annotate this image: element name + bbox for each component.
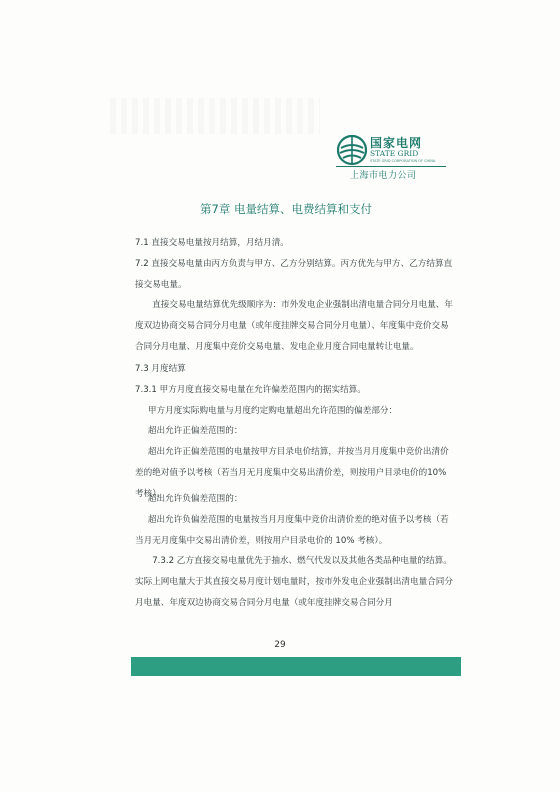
paragraph-positive-body: 超出允许正偏差范围的电量按甲方目录电价结算，并按当月月度集中竞价出清价差的绝对值予以考核（若当月无月度集中交易出清价差，则按用户目录电价的10% 考核）。: [135, 447, 449, 499]
footer-bar: [131, 657, 461, 676]
paragraph-7-3-2: 7.3.2 乙方直接交易电量优先于抽水、燃气代发以及其他各类品种电量的结算。实际上网电量大于其直接交易月度计划电量时，按市外发电企业强制出清电量合同分月电量、年度双边协商交易合同分月电量（或年度挂牌交易合同分月: [135, 556, 453, 608]
paragraph-positive-heading: 超出允许正偏差范围的：: [147, 426, 243, 436]
paragraph-7-1: 7.1 直接交易电量按月结算，月结月清。: [135, 238, 289, 248]
paragraph-7-2: 7.2 直接交易电量由丙方负责与甲方、乙方分别结算。丙方优先与甲方、乙方结算直接交易电量。: [135, 259, 453, 290]
logo-en-name: STATE GRID: [370, 149, 419, 158]
chapter-title: 第7章 电量结算、电费结算和支付: [200, 202, 372, 216]
paragraph-negative-body: 超出允许负偏差范围的电量按当月月度集中竞价出清价差的绝对值予以考核（若当月无月度集中交易出清价差，则按用户目录电价的 10% 考核）。: [135, 515, 449, 546]
state-grid-logo: [336, 134, 446, 180]
paragraph-7-3-1: 7.3.1 甲方月度直接交易电量在允许偏差范围内的据实结算。: [135, 385, 366, 395]
scan-artifact: [110, 98, 320, 134]
paragraph-priority: 直接交易电量结算优先级顺序为：市外发电企业强制出清电量合同分月电量、年度双边协商交易合同分月电量（或年度挂牌交易合同分月电量）、年度集中竞价交易合同分月电量、月度集中竞价交易电量、发电企业月度合同电量转让电量。: [135, 300, 453, 352]
paragraph-deviation: 甲方月度实际购电量与月度约定购电量超出允许范围的偏差部分：: [147, 406, 398, 416]
page-number: 29: [274, 640, 286, 650]
company-name: 上海市电力公司: [350, 171, 417, 181]
logo-divider: [336, 166, 446, 167]
state-grid-emblem-icon: [336, 134, 368, 166]
logo-cn-name: 国家电网: [370, 136, 423, 150]
paragraph-negative-heading: 超出允许负偏差范围的：: [147, 494, 243, 504]
logo-corp-name: STATE GRID CORPORATION OF CHINA: [370, 159, 436, 163]
section-7-3-heading: 7.3 月度结算: [135, 364, 186, 374]
